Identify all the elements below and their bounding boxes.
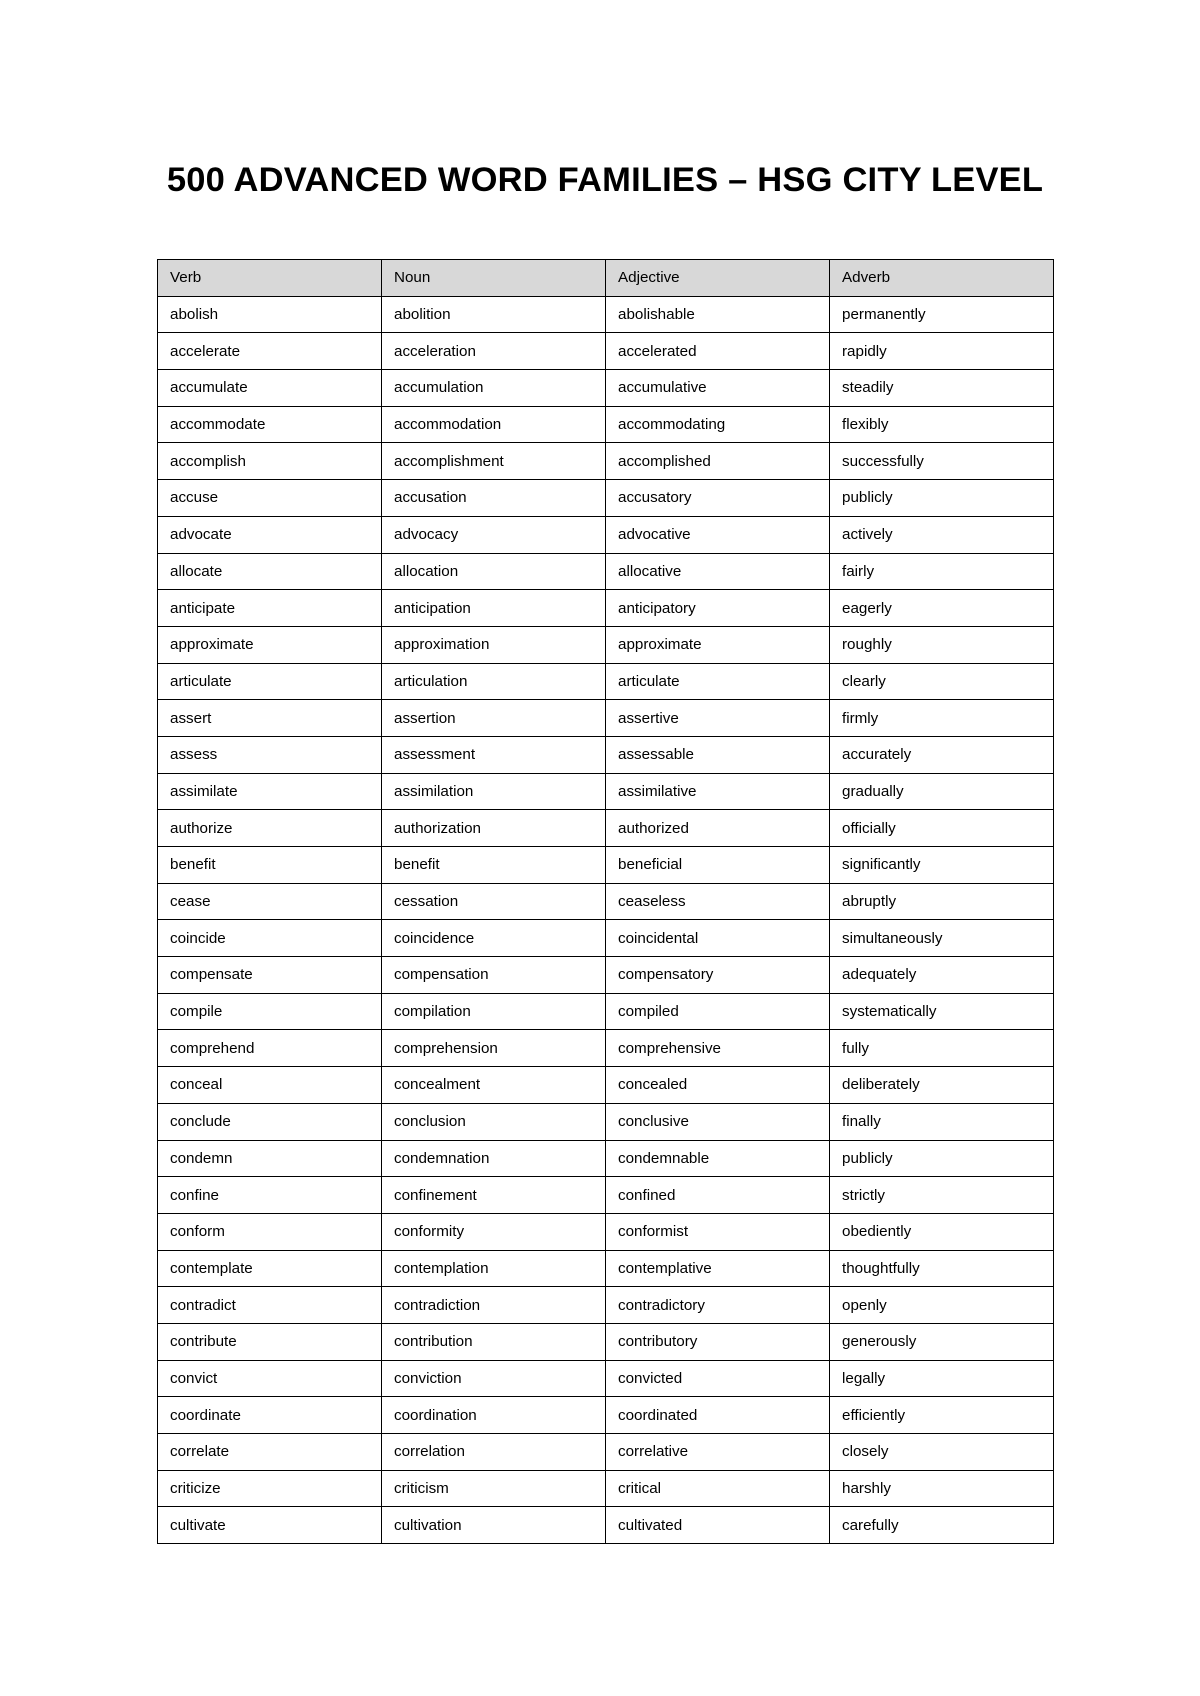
table-row (158, 443, 1054, 480)
table-row (158, 700, 1054, 737)
noun-cell: compilation (382, 993, 606, 1030)
adjective-cell: beneficial (606, 847, 830, 884)
verb-cell: assimilate (158, 773, 382, 810)
noun-cell: acceleration (382, 333, 606, 370)
adverb-cell: flexibly (830, 406, 1054, 443)
table-row (158, 1250, 1054, 1287)
verb-cell: anticipate (158, 590, 382, 627)
table-row (158, 773, 1054, 810)
verb-cell: authorize (158, 810, 382, 847)
verb-cell: allocate (158, 553, 382, 590)
adverb-cell: clearly (830, 663, 1054, 700)
verb-cell: advocate (158, 516, 382, 553)
table-row (158, 516, 1054, 553)
noun-cell: contradiction (382, 1287, 606, 1324)
noun-cell: articulation (382, 663, 606, 700)
table-header (158, 260, 1054, 297)
adverb-cell: systematically (830, 993, 1054, 1030)
adjective-cell: concealed (606, 1067, 830, 1104)
adjective-cell: accusatory (606, 480, 830, 517)
table-row (158, 590, 1054, 627)
verb-cell: confine (158, 1177, 382, 1214)
noun-cell: comprehension (382, 1030, 606, 1067)
adverb-cell: closely (830, 1434, 1054, 1471)
table-row (158, 1213, 1054, 1250)
noun-cell: coordination (382, 1397, 606, 1434)
adjective-cell: condemnable (606, 1140, 830, 1177)
verb-cell: cultivate (158, 1507, 382, 1544)
adjective-cell: assertive (606, 700, 830, 737)
verb-cell: abolish (158, 296, 382, 333)
adjective-cell: compiled (606, 993, 830, 1030)
adverb-cell: significantly (830, 847, 1054, 884)
table-row (158, 553, 1054, 590)
adverb-cell: obediently (830, 1213, 1054, 1250)
adverb-cell: fully (830, 1030, 1054, 1067)
noun-cell: conclusion (382, 1103, 606, 1140)
table-row (158, 1434, 1054, 1471)
column-header-verb: Verb (158, 260, 382, 297)
adjective-cell: confined (606, 1177, 830, 1214)
table-row (158, 370, 1054, 407)
verb-cell: contribute (158, 1323, 382, 1360)
noun-cell: concealment (382, 1067, 606, 1104)
table-row (158, 296, 1054, 333)
adverb-cell: steadily (830, 370, 1054, 407)
adjective-cell: assimilative (606, 773, 830, 810)
adverb-cell: legally (830, 1360, 1054, 1397)
page-title: 500 ADVANCED WORD FAMILIES – HSG CITY LEVEL (166, 161, 1044, 199)
verb-cell: compile (158, 993, 382, 1030)
table-row (158, 993, 1054, 1030)
adverb-cell: permanently (830, 296, 1054, 333)
adverb-cell: strictly (830, 1177, 1054, 1214)
noun-cell: accusation (382, 480, 606, 517)
adverb-cell: officially (830, 810, 1054, 847)
verb-cell: comprehend (158, 1030, 382, 1067)
adjective-cell: conclusive (606, 1103, 830, 1140)
noun-cell: accommodation (382, 406, 606, 443)
table-body (158, 296, 1054, 1543)
table-row (158, 1067, 1054, 1104)
column-header-adjective: Adjective (606, 260, 830, 297)
adverb-cell: finally (830, 1103, 1054, 1140)
adjective-cell: articulate (606, 663, 830, 700)
adverb-cell: gradually (830, 773, 1054, 810)
noun-cell: accomplishment (382, 443, 606, 480)
adverb-cell: roughly (830, 626, 1054, 663)
adjective-cell: assessable (606, 736, 830, 773)
adverb-cell: rapidly (830, 333, 1054, 370)
noun-cell: assimilation (382, 773, 606, 810)
verb-cell: accumulate (158, 370, 382, 407)
noun-cell: assessment (382, 736, 606, 773)
adverb-cell: efficiently (830, 1397, 1054, 1434)
adjective-cell: accumulative (606, 370, 830, 407)
adjective-cell: coincidental (606, 920, 830, 957)
verb-cell: articulate (158, 663, 382, 700)
adjective-cell: contributory (606, 1323, 830, 1360)
noun-cell: correlation (382, 1434, 606, 1471)
noun-cell: anticipation (382, 590, 606, 627)
adjective-cell: critical (606, 1470, 830, 1507)
adverb-cell: eagerly (830, 590, 1054, 627)
noun-cell: confinement (382, 1177, 606, 1214)
adverb-cell: firmly (830, 700, 1054, 737)
verb-cell: approximate (158, 626, 382, 663)
adjective-cell: accelerated (606, 333, 830, 370)
table-row (158, 1287, 1054, 1324)
noun-cell: condemnation (382, 1140, 606, 1177)
adverb-cell: publicly (830, 1140, 1054, 1177)
table-row (158, 663, 1054, 700)
verb-cell: accuse (158, 480, 382, 517)
noun-cell: advocacy (382, 516, 606, 553)
table-row (158, 1140, 1054, 1177)
adverb-cell: fairly (830, 553, 1054, 590)
verb-cell: contemplate (158, 1250, 382, 1287)
adjective-cell: advocative (606, 516, 830, 553)
verb-cell: conform (158, 1213, 382, 1250)
table-row (158, 480, 1054, 517)
table-row (158, 626, 1054, 663)
table-row (158, 883, 1054, 920)
adjective-cell: anticipatory (606, 590, 830, 627)
verb-cell: conclude (158, 1103, 382, 1140)
table-row (158, 1323, 1054, 1360)
verb-cell: benefit (158, 847, 382, 884)
table-row (158, 1397, 1054, 1434)
table-row (158, 406, 1054, 443)
noun-cell: assertion (382, 700, 606, 737)
adjective-cell: allocative (606, 553, 830, 590)
adverb-cell: adequately (830, 957, 1054, 994)
adverb-cell: generously (830, 1323, 1054, 1360)
adjective-cell: ceaseless (606, 883, 830, 920)
table-row (158, 736, 1054, 773)
column-header-noun: Noun (382, 260, 606, 297)
adverb-cell: harshly (830, 1470, 1054, 1507)
adjective-cell: convicted (606, 1360, 830, 1397)
noun-cell: compensation (382, 957, 606, 994)
adjective-cell: accommodating (606, 406, 830, 443)
noun-cell: coincidence (382, 920, 606, 957)
adjective-cell: authorized (606, 810, 830, 847)
verb-cell: accelerate (158, 333, 382, 370)
verb-cell: assess (158, 736, 382, 773)
header-row (158, 260, 1054, 297)
adjective-cell: approximate (606, 626, 830, 663)
noun-cell: cessation (382, 883, 606, 920)
noun-cell: accumulation (382, 370, 606, 407)
verb-cell: contradict (158, 1287, 382, 1324)
table-row (158, 1103, 1054, 1140)
verb-cell: accommodate (158, 406, 382, 443)
table-row (158, 1507, 1054, 1544)
adverb-cell: thoughtfully (830, 1250, 1054, 1287)
adjective-cell: coordinated (606, 1397, 830, 1434)
verb-cell: assert (158, 700, 382, 737)
noun-cell: approximation (382, 626, 606, 663)
adverb-cell: carefully (830, 1507, 1054, 1544)
noun-cell: conformity (382, 1213, 606, 1250)
verb-cell: compensate (158, 957, 382, 994)
adverb-cell: deliberately (830, 1067, 1054, 1104)
table-row (158, 810, 1054, 847)
noun-cell: allocation (382, 553, 606, 590)
adverb-cell: accurately (830, 736, 1054, 773)
adjective-cell: contradictory (606, 1287, 830, 1324)
adjective-cell: abolishable (606, 296, 830, 333)
noun-cell: abolition (382, 296, 606, 333)
adverb-cell: publicly (830, 480, 1054, 517)
noun-cell: authorization (382, 810, 606, 847)
noun-cell: criticism (382, 1470, 606, 1507)
verb-cell: correlate (158, 1434, 382, 1471)
adverb-cell: actively (830, 516, 1054, 553)
adjective-cell: comprehensive (606, 1030, 830, 1067)
table-row (158, 957, 1054, 994)
table-row (158, 1030, 1054, 1067)
table-row (158, 1470, 1054, 1507)
verb-cell: coordinate (158, 1397, 382, 1434)
adjective-cell: conformist (606, 1213, 830, 1250)
column-header-adverb: Adverb (830, 260, 1054, 297)
verb-cell: condemn (158, 1140, 382, 1177)
table-row (158, 1177, 1054, 1214)
noun-cell: contribution (382, 1323, 606, 1360)
table-row (158, 333, 1054, 370)
adjective-cell: correlative (606, 1434, 830, 1471)
noun-cell: cultivation (382, 1507, 606, 1544)
table-row (158, 847, 1054, 884)
adverb-cell: abruptly (830, 883, 1054, 920)
adjective-cell: accomplished (606, 443, 830, 480)
verb-cell: conceal (158, 1067, 382, 1104)
adjective-cell: contemplative (606, 1250, 830, 1287)
table-row (158, 1360, 1054, 1397)
table-row (158, 920, 1054, 957)
adjective-cell: cultivated (606, 1507, 830, 1544)
noun-cell: contemplation (382, 1250, 606, 1287)
verb-cell: criticize (158, 1470, 382, 1507)
adjective-cell: compensatory (606, 957, 830, 994)
word-families-table (157, 259, 1054, 1544)
adverb-cell: simultaneously (830, 920, 1054, 957)
noun-cell: conviction (382, 1360, 606, 1397)
adverb-cell: successfully (830, 443, 1054, 480)
verb-cell: cease (158, 883, 382, 920)
verb-cell: coincide (158, 920, 382, 957)
adverb-cell: openly (830, 1287, 1054, 1324)
verb-cell: convict (158, 1360, 382, 1397)
noun-cell: benefit (382, 847, 606, 884)
verb-cell: accomplish (158, 443, 382, 480)
